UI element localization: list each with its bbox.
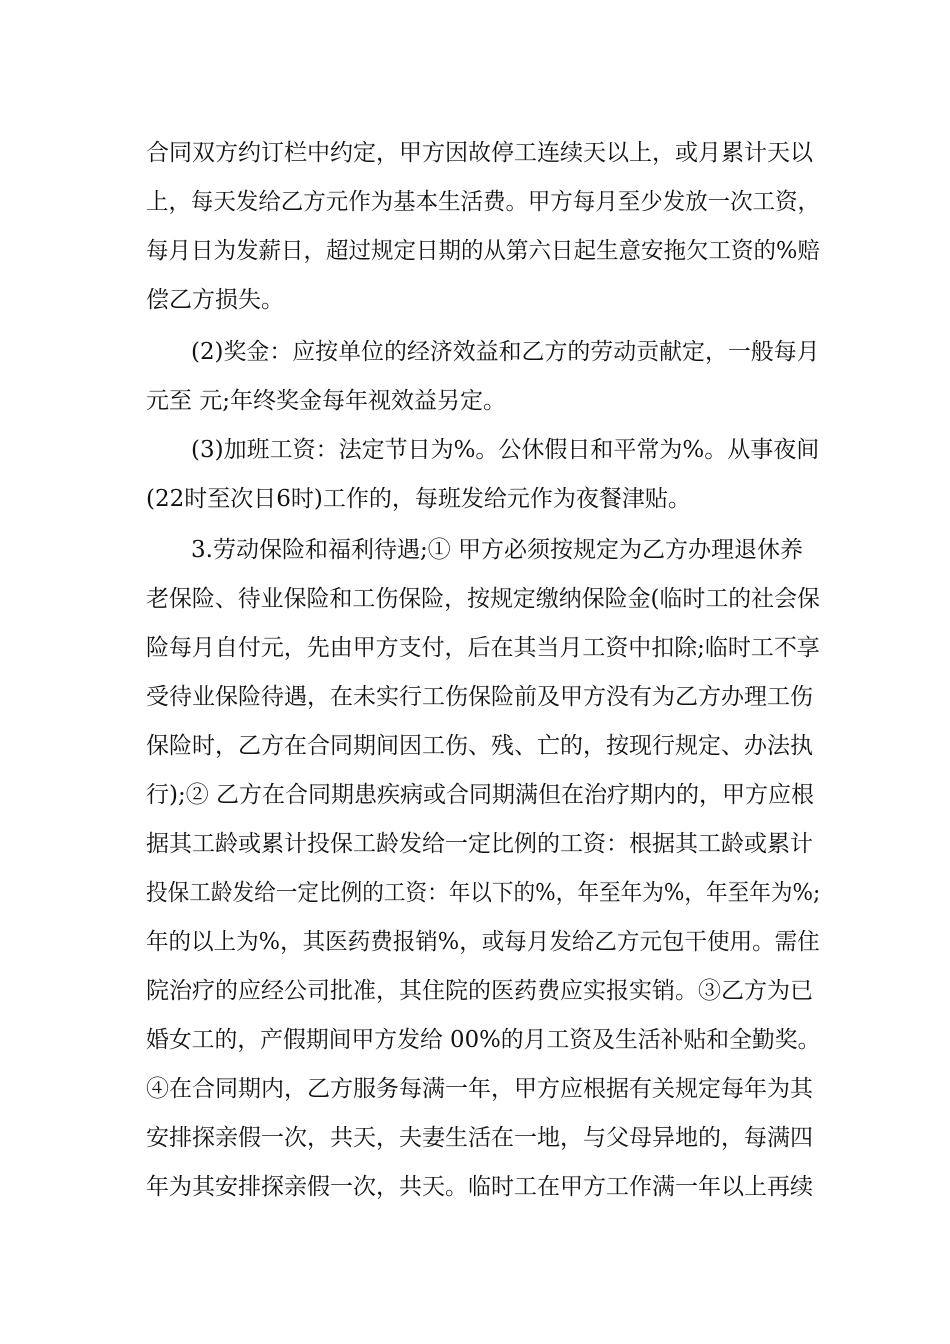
text-line: 每月日为发薪日，超过规定日期的从第六日起生意安拖欠工资的%赔 <box>146 238 820 264</box>
text-line: 3.劳动保险和福利待遇;① 甲方必须按规定为乙方办理退休养 <box>191 537 804 563</box>
text-line: 年为其安排探亲假一次，共天。临时工在甲方工作满一年以上再续 <box>146 1174 813 1200</box>
text-line: 元至 元;年终奖金每年视效益另定。 <box>146 388 507 414</box>
text-line: 险每月自付元，先由甲方支付，后在其当月工资中扣除;临时工不享 <box>146 635 820 661</box>
text-line: (2)奖金：应按单位的经济效益和乙方的劳动贡献定，一般每月 <box>191 339 820 365</box>
text-line: 行);② 乙方在合同期患疾病或合同期满但在治疗期内的，甲方应根 <box>146 782 815 808</box>
text-line: 保险时，乙方在合同期间因工伤、残、亡的，按现行规定、办法执 <box>146 733 813 759</box>
text-line: ④在合同期内，乙方服务每满一年，甲方应根据有关规定每年为其 <box>146 1076 813 1102</box>
text-line: 院治疗的应经公司批准，其住院的医药费应实报实销。③乙方为已 <box>146 978 813 1004</box>
text-line: 老保险、待业保险和工伤保险，按规定缴纳保险金(临时工的社会保 <box>146 586 820 612</box>
text-line: 据其工龄或累计投保工龄发给一定比例的工资：根据其工龄或累计 <box>146 831 813 857</box>
text-line: 婚女工的，产假期间甲方发给 00%的月工资及生活补贴和全勤奖。 <box>146 1027 821 1053</box>
text-line: (22时至次日6时)工作的，每班发给元作为夜餐津贴。 <box>146 486 691 512</box>
text-line: 受待业保险待遇，在未实行工伤保险前及甲方没有为乙方办理工伤 <box>146 684 813 710</box>
text-line: 上，每天发给乙方元作为基本生活费。甲方每月至少发放一次工资， <box>146 189 820 215</box>
text-line: (3)加班工资：法定节日为%。公休假日和平常为%。从事夜间 <box>191 437 820 463</box>
text-line: 偿乙方损失。 <box>146 287 284 313</box>
text-line: 投保工龄发给一定比例的工资：年以下的%，年至年为%，年至年为%; <box>146 880 821 906</box>
text-line: 年的以上为%，其医药费报销%，或每月发给乙方元包干使用。需住 <box>146 929 820 955</box>
text-line: 合同双方约订栏中约定，甲方因故停工连续天以上，或月累计天以 <box>146 140 813 166</box>
text-line: 安排探亲假一次，共天，夫妻生活在一地，与父母异地的，每满四 <box>146 1125 813 1151</box>
